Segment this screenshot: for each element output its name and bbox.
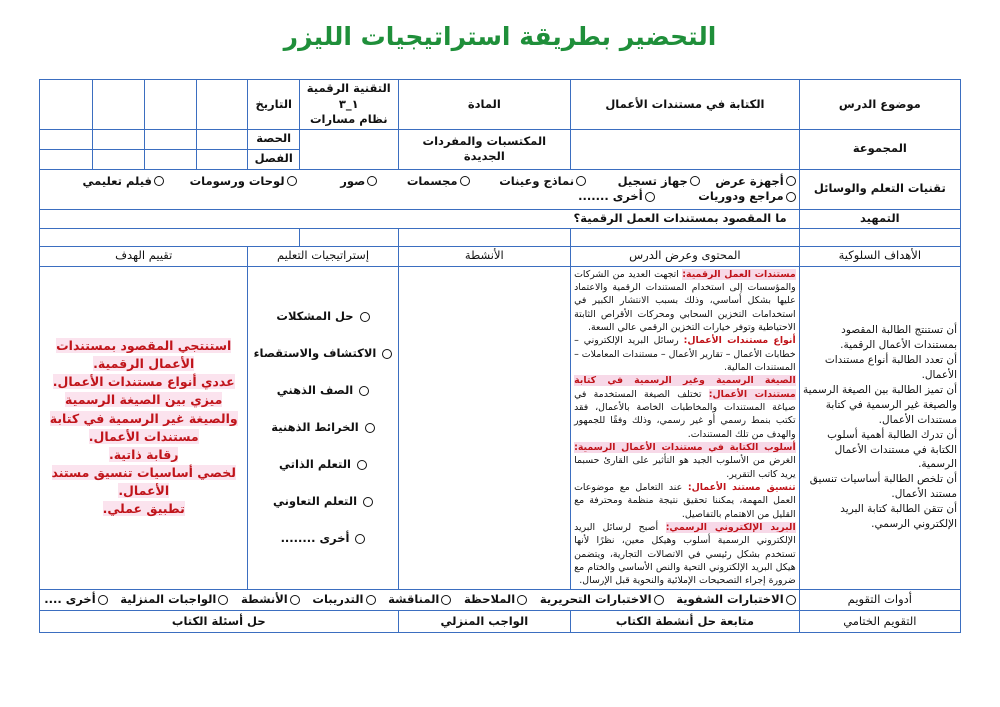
radio-circle-icon	[360, 312, 370, 322]
date-cell-4[interactable]	[40, 80, 93, 130]
assessment-option[interactable]: الاختبارات التحريرية	[540, 592, 664, 608]
objectives-header: الأهداف السلوكية	[799, 246, 960, 266]
date-cell-3[interactable]	[92, 80, 145, 130]
radio-circle-icon	[786, 595, 796, 605]
assessment-option[interactable]: الواجبات المنزلية	[120, 592, 228, 608]
group-label: المجموعة	[799, 129, 960, 169]
evaluation-item: استنتجي المقصود بمستندات الأعمال الرقمية.	[56, 338, 232, 372]
radio-circle-icon	[690, 176, 700, 186]
radio-circle-icon	[460, 176, 470, 186]
tool-option[interactable]: فيلم تعليمي	[82, 174, 163, 190]
radio-circle-icon	[786, 176, 796, 186]
objective-item: أن تدرك الطالبة أهمية أسلوب الكتابة في مستندات الأعمال الرسمية.	[827, 428, 957, 471]
homework-value: حل أسئلة الكتاب	[40, 610, 399, 632]
objective-item: أن تلخص الطالبة أساسيات تنسيق مستند الأعمال.	[809, 473, 957, 501]
strategy-option[interactable]: الاكتشاف والاستقصاء	[251, 335, 394, 372]
evaluation-item: عددي أنواع مستندات الأعمال.	[52, 374, 235, 390]
date-cell-2[interactable]	[145, 80, 197, 130]
period-label: الحصة	[248, 129, 300, 149]
period-cell-3[interactable]	[92, 129, 145, 149]
tool-option[interactable]: أجهزة عرض	[715, 174, 795, 190]
assessment-option[interactable]: الاختبارات الشفوية	[676, 592, 795, 608]
subject-value	[299, 80, 398, 130]
evaluation-item: رقابة ذاتية.	[108, 446, 179, 462]
tool-option[interactable]: مراجع ودوريات	[698, 189, 795, 205]
spacer-cell	[398, 228, 571, 246]
class-cell-3[interactable]	[92, 149, 145, 169]
radio-circle-icon	[366, 595, 376, 605]
strategy-option[interactable]: التعلم الذاتي	[251, 446, 394, 483]
date-cell-1[interactable]	[196, 80, 248, 130]
radio-circle-icon	[290, 595, 300, 605]
period-cell-2[interactable]	[145, 129, 197, 149]
radio-circle-icon	[287, 176, 297, 186]
evaluation-item: تطبيق عملي.	[102, 501, 185, 517]
intro-question: ما المقصود بمستندات العمل الرقمية؟	[40, 209, 800, 228]
radio-circle-icon	[382, 349, 392, 359]
tools-row-1	[43, 174, 796, 190]
content-cell	[571, 266, 800, 589]
vocab-value[interactable]	[299, 129, 398, 169]
strategy-option[interactable]: أخرى ........	[251, 520, 394, 557]
evaluation-cell	[40, 266, 248, 589]
date-label: التاريخ	[248, 80, 300, 130]
spacer-cell	[799, 228, 960, 246]
tools-options	[40, 169, 800, 209]
evaluation-item: لخصي أساسيات تنسيق مستند الأعمال.	[51, 464, 236, 499]
final-label: التقويم الختامي	[799, 610, 960, 632]
radio-circle-icon	[357, 460, 367, 470]
objective-item: أن تستنتج الطالبة المقصود بمستندات الأعمال الرقمية.	[840, 324, 957, 352]
tool-option[interactable]: مجسمات	[407, 174, 470, 190]
page-title: التحضير بطريقة استراتيجيات الليزر	[283, 22, 717, 51]
content-paragraph: أنواع مستندات الأعمال: رسائل البريد الإلكتروني – خطابات الأعمال – تقارير الأعمال – مستندات المعاملات – المستندات المالية.	[574, 335, 796, 373]
radio-circle-icon	[367, 176, 377, 186]
lesson-topic-value: الكتابة في مستندات الأعمال	[571, 80, 800, 130]
tool-option[interactable]: أخرى .......	[578, 189, 655, 205]
subject-value-line1: التقنية الرقمية ١_٣	[306, 81, 391, 111]
assessment-option[interactable]: أخرى ....	[44, 592, 107, 608]
objective-item: أن تميز الطالبة بين الصيغة الرسمية والصيغة غير الرسمية في كتابة مستندات الأعمال.	[803, 383, 957, 426]
assessment-option[interactable]: الملاحظة	[464, 592, 527, 608]
content-header: المحتوى وعرض الدرس	[571, 246, 800, 266]
period-cell-1[interactable]	[196, 129, 248, 149]
class-label: الفصل	[248, 149, 300, 169]
radio-circle-icon	[517, 595, 527, 605]
strategies-header: إستراتيجيات التعليم	[248, 246, 398, 266]
radio-circle-icon	[154, 176, 164, 186]
lesson-plan-table	[39, 79, 961, 633]
subject-label: المادة	[398, 80, 571, 130]
spacer-cell	[571, 228, 800, 246]
tool-option[interactable]: لوحات ورسومات	[190, 174, 297, 190]
assessment-options	[40, 589, 800, 610]
radio-circle-icon	[441, 595, 451, 605]
assessment-option[interactable]: الأنشطة	[241, 592, 300, 608]
tools-row-2	[43, 189, 796, 205]
radio-circle-icon	[576, 176, 586, 186]
content-paragraph: تنسيق مستند الأعمال: عند التعامل مع موضوعات العمل المهمة، يمكننا تحقيق نتيجة منظمة ومحترفة مع القليل من الاهتمام بالتفاصيل.	[574, 482, 796, 520]
radio-circle-icon	[359, 386, 369, 396]
radio-circle-icon	[786, 192, 796, 202]
activities-header: الأنشطة	[398, 246, 571, 266]
class-cell-4[interactable]	[40, 149, 93, 169]
lesson-topic-label: موضوع الدرس	[799, 80, 960, 130]
evaluation-header: تقييم الهدف	[40, 246, 248, 266]
assessment-option[interactable]: المناقشة	[388, 592, 451, 608]
objective-item: أن تتقن الطالبة كتابة البريد الإلكتروني الرسمي.	[840, 503, 957, 531]
strategy-option[interactable]: التعلم التعاوني	[251, 483, 394, 520]
radio-circle-icon	[645, 192, 655, 202]
strategy-option[interactable]: الصف الذهني	[251, 372, 394, 409]
spacer-cell	[299, 228, 398, 246]
final-value: متابعة حل أنشطة الكتاب	[571, 610, 800, 632]
class-cell-1[interactable]	[196, 149, 248, 169]
assessment-option[interactable]: التدريبات	[312, 592, 375, 608]
group-value[interactable]	[571, 129, 800, 169]
assessment-label: أدوات التقويم	[799, 589, 960, 610]
radio-circle-icon	[218, 595, 228, 605]
subject-value-line2: نظام مسارات	[310, 112, 388, 127]
tools-label: تقنيات التعلم والوسائل	[799, 169, 960, 209]
content-paragraph: مستندات العمل الرقمية: اتجهت العديد من الشركات والمؤسسات إلى استخدام المستندات الرقمية والاعتماد عليها بشكل أساسي، وذلك بسبب الانتشار الكبير في استخدامات التخزين السحابي ومحركات الأقراص الثابتة الاحتياطية وتوفر خيارات التخزين الرقمي عالي السعة.	[574, 268, 796, 333]
evaluation-item: ميزي بين الصيغة الرسمية والصيغة غير الرسمية في كتابة مستندات الأعمال.	[49, 392, 238, 444]
radio-circle-icon	[98, 595, 108, 605]
radio-circle-icon	[365, 423, 375, 433]
radio-circle-icon	[654, 595, 664, 605]
activities-cell[interactable]	[398, 266, 571, 589]
strategy-option[interactable]: الخرائط الذهنية	[251, 409, 394, 446]
spacer-cell	[40, 228, 300, 246]
vocab-label: المكتسبات والمفردات الجديدة	[398, 129, 571, 169]
content-paragraph: أسلوب الكتابة في مستندات الأعمال الرسمية: الغرض من الأسلوب الجيد هو التأثير على القارئ حسبما يريد كاتب التقرير.	[574, 442, 796, 480]
tool-option[interactable]: جهاز تسجيل	[618, 174, 700, 190]
tool-option[interactable]: صور	[340, 174, 377, 190]
objectives-cell	[799, 266, 960, 589]
class-cell-2[interactable]	[145, 149, 197, 169]
strategies-cell	[248, 266, 398, 589]
content-paragraph: الصيغة الرسمية وغير الرسمية في كتابة مستندات الأعمال: تختلف الصيغة المستخدمة في صياغة المستندات والمخاطبات الخاصة بالأعمال، فقد تكتب بنمط رسمي أو غير رسمي، وذلك وفقًا للجمهور والهدف من تلك المستندات.	[574, 375, 796, 440]
content-paragraph: البريد الإلكتروني الرسمي: أصبح لرسائل البريد الإلكتروني الرسمية أسلوب وهيكل معين، نظرًا لأنها تستخدم بشكل رئيسي في الاتصالات التجارية، ويتضمن هيكل البريد الإلكتروني التحية والنص الأساسي والختام مع ضرورة إجراء التصحيحات الإملائية والنحوية قبل الإرسال.	[574, 522, 796, 587]
homework-label: الواجب المنزلي	[398, 610, 571, 632]
radio-circle-icon	[363, 497, 373, 507]
strategy-option[interactable]: حل المشكلات	[251, 298, 394, 335]
objective-item: أن تعدد الطالبة أنواع مستندات الأعمال.	[824, 354, 957, 382]
radio-circle-icon	[355, 534, 365, 544]
intro-label: التمهيد	[799, 209, 960, 228]
tool-option[interactable]: نماذج وعينات	[499, 174, 586, 190]
period-cell-4[interactable]	[40, 129, 93, 149]
